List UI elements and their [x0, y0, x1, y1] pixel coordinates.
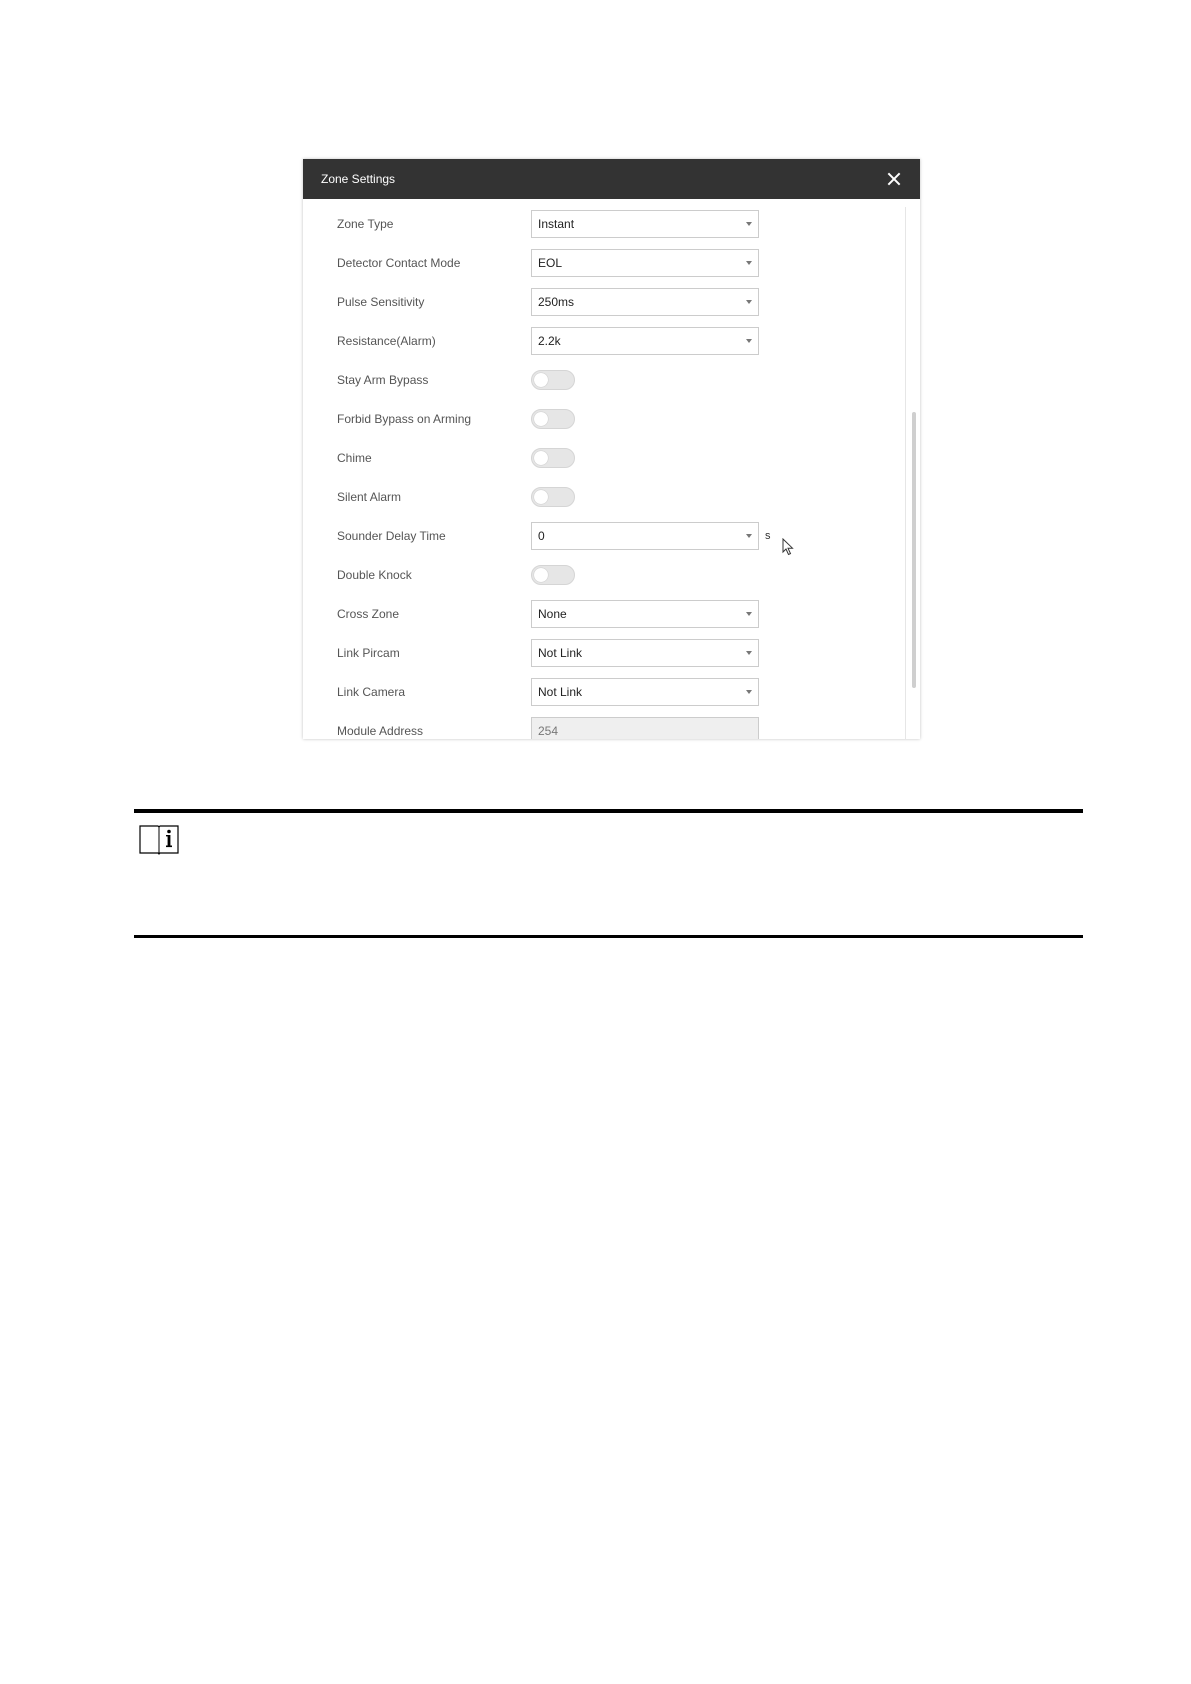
sounder-delay-row — [337, 521, 897, 551]
stay-arm-bypass-row — [337, 365, 897, 395]
zone-type-select[interactable] — [531, 210, 759, 238]
toggle-knob — [534, 451, 548, 465]
scrollbar[interactable] — [905, 207, 920, 739]
double-knock-row — [337, 560, 897, 590]
close-icon[interactable] — [886, 171, 902, 187]
forbid-bypass-row — [337, 404, 897, 434]
dialog-title: Zone Settings — [321, 172, 396, 186]
silent-alarm-row — [337, 482, 897, 512]
pulse-sensitivity-value: 250ms — [538, 295, 575, 309]
link-pircam-select[interactable] — [531, 639, 759, 667]
stay-arm-bypass-label: Stay Arm Bypass — [337, 373, 429, 387]
cross-zone-value: None — [538, 607, 567, 621]
link-pircam-row — [337, 638, 897, 668]
module-address-field — [531, 717, 759, 739]
link-pircam-value: Not Link — [538, 646, 583, 660]
pulse-sensitivity-label: Pulse Sensitivity — [337, 295, 425, 309]
forbid-bypass-toggle[interactable] — [531, 409, 575, 429]
silent-alarm-toggle[interactable] — [531, 487, 575, 507]
chevron-down-icon — [746, 261, 752, 265]
mouse-pointer-icon — [782, 538, 796, 556]
toggle-knob — [534, 373, 548, 387]
silent-alarm-label: Silent Alarm — [337, 490, 402, 504]
sounder-delay-label: Sounder Delay Time — [337, 529, 446, 543]
toggle-knob — [534, 568, 548, 582]
dialog-titlebar — [303, 159, 920, 199]
module-address-row — [337, 716, 897, 739]
cross-zone-select[interactable] — [531, 600, 759, 628]
forbid-bypass-label: Forbid Bypass on Arming — [337, 412, 472, 426]
sounder-delay-unit: s — [765, 530, 771, 542]
link-pircam-label: Link Pircam — [337, 646, 400, 660]
dialog-body — [303, 199, 903, 739]
link-camera-value: Not Link — [538, 685, 583, 699]
cross-zone-label: Cross Zone — [337, 607, 400, 621]
chevron-down-icon — [746, 612, 752, 616]
zone-settings-dialog — [303, 159, 920, 739]
chevron-down-icon — [746, 339, 752, 343]
cross-zone-row — [337, 599, 897, 629]
double-knock-toggle[interactable] — [531, 565, 575, 585]
toggle-knob — [534, 412, 548, 426]
chevron-down-icon — [746, 222, 752, 226]
detector-contact-mode-label: Detector Contact Mode — [337, 256, 461, 270]
sounder-delay-select[interactable] — [531, 522, 759, 550]
resistance-value: 2.2k — [538, 334, 561, 348]
sounder-delay-value: 0 — [538, 529, 545, 543]
double-knock-label: Double Knock — [337, 568, 412, 582]
chevron-down-icon — [746, 690, 752, 694]
detector-contact-mode-row — [337, 248, 897, 278]
zone-type-label: Zone Type — [337, 217, 394, 231]
pulse-sensitivity-select[interactable] — [531, 288, 759, 316]
link-camera-row — [337, 677, 897, 707]
chevron-down-icon — [746, 300, 752, 304]
detector-contact-mode-value: EOL — [538, 256, 563, 270]
chevron-down-icon — [746, 651, 752, 655]
link-camera-select[interactable] — [531, 678, 759, 706]
module-address-label: Module Address — [337, 724, 424, 738]
resistance-label: Resistance(Alarm) — [337, 334, 436, 348]
chevron-down-icon — [746, 534, 752, 538]
stay-arm-bypass-toggle[interactable] — [531, 370, 575, 390]
resistance-row — [337, 326, 897, 356]
note-book-info-icon — [138, 823, 180, 855]
module-address-value: 254 — [538, 724, 559, 738]
note-box — [134, 809, 1083, 938]
detector-contact-mode-select[interactable] — [531, 249, 759, 277]
pulse-sensitivity-row — [337, 287, 897, 317]
zone-type-value: Instant — [538, 217, 575, 231]
chime-row — [337, 443, 897, 473]
chime-toggle[interactable] — [531, 448, 575, 468]
link-camera-label: Link Camera — [337, 685, 406, 699]
toggle-knob — [534, 490, 548, 504]
chime-label: Chime — [337, 451, 372, 465]
resistance-select[interactable] — [531, 327, 759, 355]
scrollbar-thumb[interactable] — [912, 412, 916, 688]
zone-type-row — [337, 209, 897, 239]
